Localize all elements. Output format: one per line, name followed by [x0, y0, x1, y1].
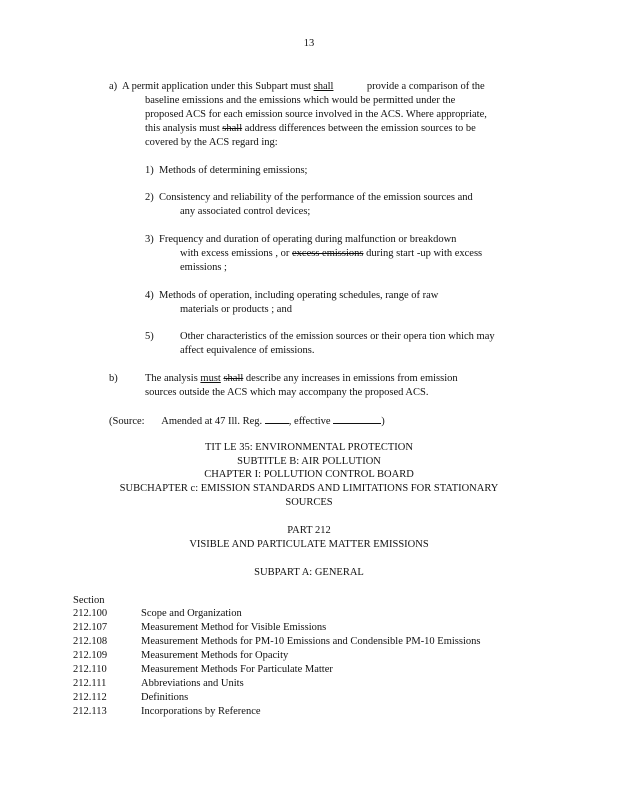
- para-a-text: A permit application under this Subpart must: [122, 81, 311, 92]
- section-title: Incorporations by Reference: [141, 706, 261, 717]
- source-text: Amended at 47 Ill. Reg.: [161, 416, 263, 427]
- item-1-number: 1): [145, 165, 154, 176]
- subchapter-heading: SUBCHAPTER c: EMISSION STANDARDS AND LIMITATIONS FOR STATIONARY: [119, 483, 499, 494]
- item-2-line-1: Consistency and reliability of the performance of the emission sources and: [159, 192, 473, 203]
- item-5-number: 5): [145, 331, 154, 342]
- toc-row: [73, 663, 333, 677]
- inserted-must: must: [200, 373, 221, 384]
- item-4-number: 4): [145, 290, 154, 301]
- part-title: VISIBLE AND PARTICULATE MATTER EMISSIONS: [189, 539, 429, 550]
- section-title: Measurement Methods for Opacity: [141, 650, 289, 661]
- item-3-line-2: [180, 247, 482, 261]
- item-3-text: with excess emissions , or: [180, 248, 290, 259]
- section-title: Abbreviations and Units: [141, 678, 244, 689]
- para-a-text: address differences between the emission sources to be: [244, 123, 476, 134]
- toc-row: [73, 691, 188, 705]
- para-a-line-4: [145, 122, 476, 136]
- source-open: (Source:: [109, 416, 145, 427]
- item-4-line-1: Methods of operation, including operating schedules, range of raw: [159, 290, 439, 301]
- shall-underlined: shall: [313, 81, 334, 92]
- section-title: Scope and Organization: [141, 608, 242, 619]
- chapter-heading: CHAPTER I: POLLUTION CONTROL BOARD: [204, 469, 414, 480]
- source-effective: , effective: [288, 416, 331, 427]
- item-2-number: 2): [145, 192, 154, 203]
- item-3-text: during start -up with excess: [366, 248, 483, 259]
- para-a-text: this analysis must: [145, 123, 220, 134]
- page-number: 13: [303, 38, 315, 49]
- section-number: 212.108: [73, 636, 108, 647]
- para-a-line-1: [122, 80, 485, 94]
- part-heading: PART 212: [287, 525, 331, 536]
- para-b-line-1: [145, 372, 458, 386]
- section-title: Measurement Methods for PM-10 Emissions and Condensible PM-10 Emissions: [141, 636, 481, 647]
- para-b-text: The analysis: [145, 373, 198, 384]
- item-3-line-1: Frequency and duration of operating during malfunction or breakdown: [159, 234, 457, 245]
- para-b-line-2: sources outside the ACS which may accompany the proposed ACS.: [145, 387, 429, 398]
- item-1-line-1: Methods of determining emissions;: [159, 165, 308, 176]
- subtitle-heading: SUBTITLE B: AIR POLLUTION: [237, 456, 381, 467]
- para-b-text: describe any increases in emissions from emission: [245, 373, 458, 384]
- effective-date-blank: [333, 413, 381, 424]
- subpart-heading: SUBPART A: GENERAL: [254, 567, 364, 578]
- toc-row: [73, 705, 261, 719]
- source-note: [109, 413, 385, 429]
- para-b-label: b): [109, 373, 118, 384]
- section-number: 212.112: [73, 692, 107, 703]
- register-blank: [265, 413, 289, 424]
- toc-row: [73, 607, 242, 621]
- item-5-line-2: affect equivalence of emissions.: [180, 345, 315, 356]
- section-title: Measurement Method for Visible Emissions: [141, 622, 327, 633]
- toc-header: Section: [73, 595, 105, 606]
- source-close: ): [381, 416, 385, 427]
- item-4-line-2: materials or products ; and: [180, 304, 292, 315]
- section-number: 212.100: [73, 608, 108, 619]
- para-a-text: provide a comparison of the: [366, 81, 485, 92]
- toc-row: [73, 649, 288, 663]
- title-heading: TIT LE 35: ENVIRONMENTAL PROTECTION: [205, 442, 413, 453]
- item-5-line-1: Other characteristics of the emission sources or their opera tion which may: [180, 331, 495, 342]
- section-number: 212.113: [73, 706, 107, 717]
- item-3-line-3: emissions ;: [180, 262, 227, 273]
- toc-row: [73, 635, 481, 649]
- section-number: 212.111: [73, 678, 107, 689]
- section-number: 212.110: [73, 664, 107, 675]
- deleted-excess-emissions: excess emissions: [292, 248, 364, 259]
- section-number: 212.107: [73, 622, 108, 633]
- deleted-shall: shall: [223, 373, 244, 384]
- section-number: 212.109: [73, 650, 108, 661]
- item-3-number: 3): [145, 234, 154, 245]
- subchapter-heading-cont: SOURCES: [285, 497, 333, 508]
- para-a-line-5: covered by the ACS regard ing:: [145, 137, 278, 148]
- section-title: Definitions: [141, 692, 189, 703]
- section-title: Measurement Methods For Particulate Matter: [141, 664, 333, 675]
- toc-row: [73, 621, 326, 635]
- item-2-line-2: any associated control devices;: [180, 206, 311, 217]
- para-a-label: a): [109, 81, 118, 92]
- toc-row: [73, 677, 244, 691]
- para-a-line-3: proposed ACS for each emission source involved in the ACS. Where appropriate,: [145, 109, 487, 120]
- deleted-shall: shall: [222, 123, 243, 134]
- para-a-line-2: baseline emissions and the emissions which would be permitted under the: [145, 95, 456, 106]
